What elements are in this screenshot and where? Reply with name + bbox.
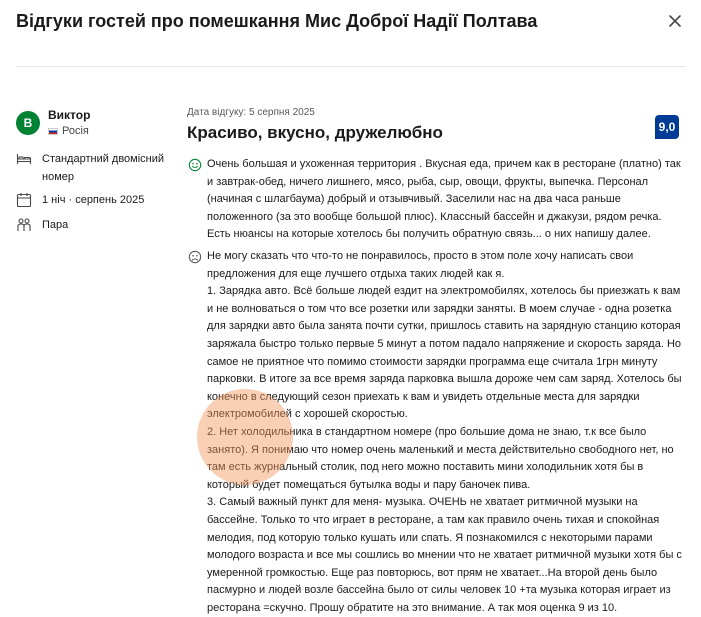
negative-block [187,248,687,617]
page-title: Відгуки гостей про помешкання Мис Доброї Надії Полтава [16,11,538,31]
reviewer-name: Виктор [48,108,91,122]
header-divider [16,66,686,67]
positive-text [203,156,687,244]
room-type-label: Стандартний двомісний номер [42,153,165,183]
flag-icon [48,128,58,135]
reviewer-country-label: Росія [62,125,89,137]
review-card [187,106,687,614]
bed-icon [16,151,32,167]
score-badge: 9,0 [655,115,679,139]
people-icon [16,217,32,233]
negative-paragraph-charging: 1. Зарядка авто. Всё больше людей ездит на электромобилях, хотелось бы приезжать к вам и не волноваться о том что все розетки или зарядки заняты. В моем случае - одна розетка для зарядки авто была занята почти сутки, пришлось ставить на зарядную станцию которая заряжала быстро только первые 5 минут а потом падало напряжение и скорость заряда. Но самое не приятное что помимо стоимости зарядки программа еще считала 1грн минуту парковки. В итоге за все время заряда парковка вышла дороже чем сам заряд. Хотелось бы конечно в следующий сезон приехать к вам и увидеть отдельные места для зарядки электромобилей с хорошей скоростью. [207,285,682,421]
review-date: Дата відгуку: 5 серпня 2025 [187,107,315,118]
reviewer-country [48,125,89,137]
negative-paragraph-music: 3. Самый важный пункт для меня- музыка. ОЧЕНЬ не хватает ритмичной музыки на бассейне. Только то что играет в ресторане, а там как правило очень тихая и спокойная мелодия, под которую только кушать или спать. Я познакомился с некоторыми парами молодого возраста и все мы сошлись во мнении что не хватает ритмичной музыки хотя бы с умеренной громкостью. Еще раз повторюсь, вот прям не хватает...На второй день было пасмурно и людей возле бассейна было от силы человек 10 +та музыка которая играет из ресторана =скучно. Прошу обратите на это внимание. А так моя оценка 9 из 10. [207,496,682,614]
modal-header [16,10,686,40]
stay-dates [16,191,176,209]
avatar: В [16,111,40,135]
smile-icon [187,158,203,172]
stay-dates-label: 1 ніч · серпень 2025 [42,194,145,206]
negative-paragraph-fridge: 2. Нет холодильника в стандартном номере (про большие дома не знаю, т.к все было занято). Я понимаю что номер очень маленький и места действительно свободного нет, но там есть журнальный столик, под него можно поставить мини холодильник хотя бы в который будет помещаться бутылка воды и пару баночек пива. [207,425,674,491]
frown-icon [187,250,203,264]
close-icon [668,14,682,28]
calendar-icon [16,192,32,208]
negative-text [203,248,687,617]
traveler-type-label: Пара [42,219,69,231]
negative-paragraph-intro: Не могу сказать что что-то не понравилось, просто в этом поле хочу написать свои предложения для еще лучшего отдыха таких людей как я. [207,250,634,280]
traveler-type [16,216,176,234]
positive-paragraph: Очень большая и ухоженная территория . Вкусная еда, причем как в ресторане (платно) так и завтрак-обед, ничего лишнего, мясо, рыба, сыр, овощи, фрукты, выпечка. Персонал (начиная с шлагбаума) добрый и отзывчивый. Заселили нас на два часа раньше положенного (за это вообще большой плюс). Классный бассейн и джакузи, рядом речка. Есть нюансы на которые хотелось бы получить обратную связь... о них напишу далее. [207,158,681,241]
positive-block [187,156,687,244]
review-title: Красиво, вкусно, дружелюбно [187,123,443,142]
room-type [16,150,176,186]
close-button[interactable] [664,10,686,32]
